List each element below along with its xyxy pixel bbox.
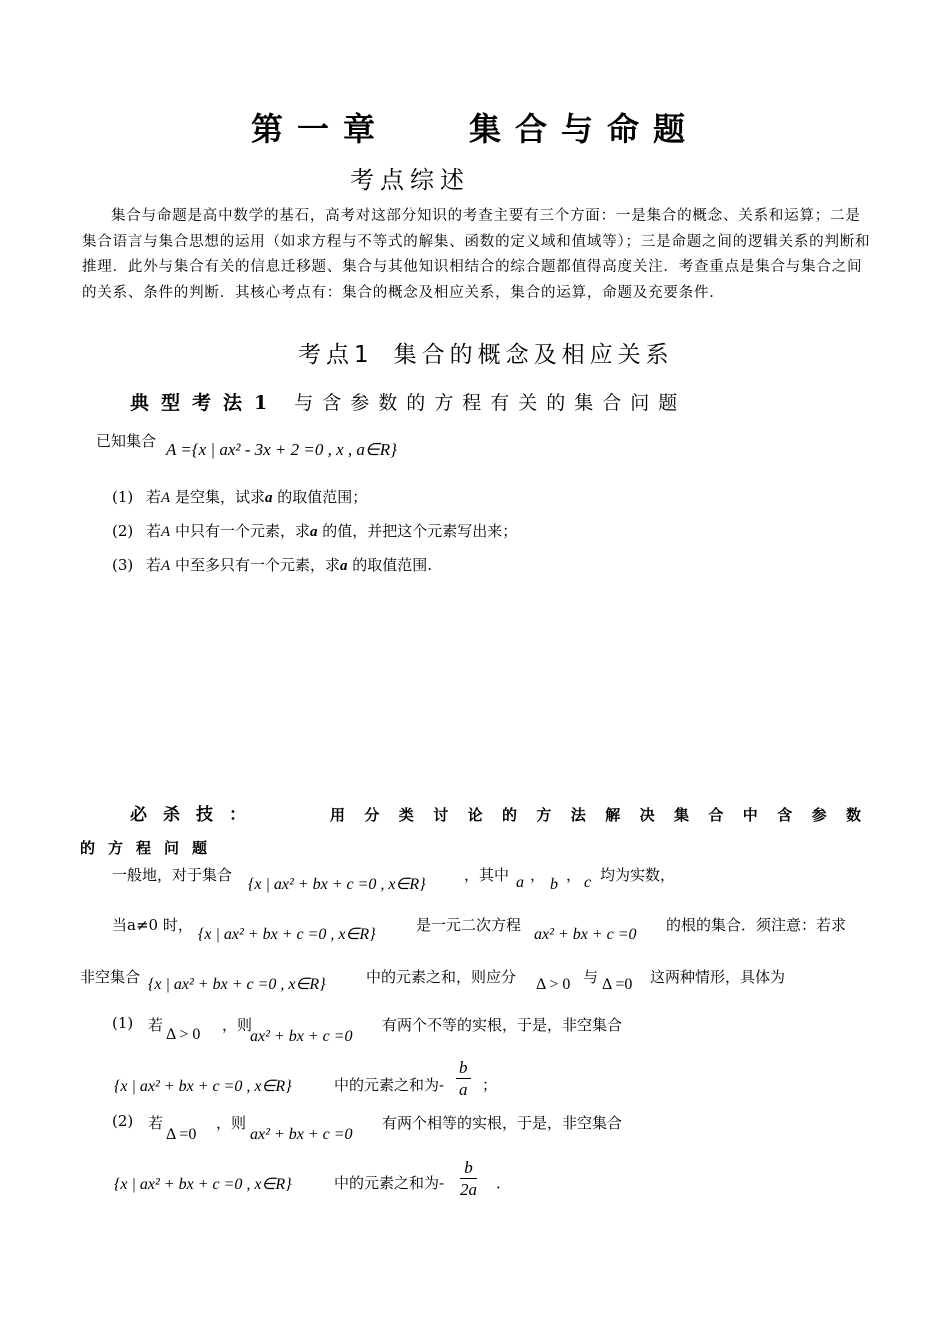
line3-text-c: 与	[583, 968, 599, 986]
quadratic-equation: ax² + bx + c =0	[534, 926, 637, 943]
method-1-heading	[130, 388, 686, 415]
fraction-numerator: b	[460, 1158, 477, 1179]
line3-text-b: 中的元素之和，则应分	[366, 968, 517, 986]
case1-tail: 有两个不等的实根，于是，非空集合	[382, 1016, 623, 1034]
var-a: a	[516, 874, 524, 891]
case1-condition: Δ > 0	[166, 1026, 201, 1043]
case1-end: ；	[482, 1076, 498, 1094]
question-2: (2) 若A 中只有一个元素，求a 的值，并把这个元素写出来；	[112, 522, 518, 540]
case2-ruo: 若	[148, 1114, 164, 1132]
case2-sum-text: 中的元素之和为-	[334, 1174, 445, 1192]
problem-intro: 已知集合	[96, 432, 157, 450]
technique-title-1: 用分类讨论的方法解决集合中含参数	[330, 806, 881, 824]
line3-text-a: 非空集合	[80, 968, 141, 986]
section-1-heading: 考点1 集合的概念及相应关系	[298, 342, 674, 368]
line3-text-d: 这两种情形，具体为	[650, 968, 786, 986]
fraction-numerator: b	[456, 1058, 471, 1079]
case2-tail: 有两个相等的实根，于是，非空集合	[382, 1114, 623, 1132]
case1-num: (1)	[112, 1014, 134, 1032]
fraction-denominator: 2a	[460, 1180, 477, 1199]
var-c: c	[584, 874, 592, 891]
method-label: 典型考法1	[130, 392, 280, 414]
var-b: b	[550, 876, 558, 893]
case2-equation: ax² + bx + c =0	[250, 1126, 353, 1143]
question-1: (1) 若A 是空集，试求a 的取值范围；	[112, 488, 368, 506]
method-title: 与含参数的方程有关的集合问题	[294, 392, 687, 414]
case2-set-formula: {x | ax² + bx + c =0 , x∈R}	[114, 1176, 292, 1193]
chapter-title	[0, 104, 950, 150]
line2-text-a: 当a≠0 时，	[112, 916, 193, 934]
case2-num: (2)	[112, 1112, 134, 1130]
separator-2: ，	[566, 866, 582, 884]
line2-text-c: 的根的集合．须注意：若求	[666, 916, 847, 934]
line1-text-a: 一般地，对于集合	[112, 866, 233, 884]
case2-fraction	[460, 1158, 477, 1201]
case1-equation: ax² + bx + c =0	[250, 1028, 353, 1045]
case2-end: ．	[496, 1174, 512, 1192]
overview-paragraph: 集合与命题是高中数学的基石，高考对这部分知识的考查主要有三个方面：一是集合的概念、关系和运算；二是集合语言与集合思想的运用（如求方程与不等式的解集、函数的定义域和值域等）；三是命题之间的逻辑关系的判断和推理．此外与集合有关的信息迁移题、集合与其他知识相结合的综合题都值得高度关注．考查重点是集合与集合之间的关系、条件的判断．其核心考点有：集合的概念及相应关系，集合的运算，命题及充要条件．	[82, 208, 871, 301]
chapter-number: 第一章	[250, 110, 389, 148]
delta-zero: Δ =0	[602, 976, 633, 993]
overview-heading: 考点综述	[350, 166, 470, 194]
case1-sum-text: 中的元素之和为-	[334, 1076, 445, 1094]
case1-ze: ，则	[222, 1016, 253, 1034]
general-set-formula: {x | ax² + bx + c =0 , x∈R}	[248, 876, 426, 893]
case1-set-formula: {x | ax² + bx + c =0 , x∈R}	[114, 1078, 292, 1095]
line1-text-b: ，其中	[464, 866, 510, 884]
case1-ruo: 若	[148, 1016, 164, 1034]
technique-title-2: 的方程问题	[80, 839, 221, 857]
chapter-name: 集合与命题	[469, 110, 700, 148]
separator-1: ，	[530, 866, 546, 884]
case2-condition: Δ =0	[166, 1126, 197, 1143]
problem-set-formula: A ={x | ax² - 3x + 2 =0 , x , a∈R}	[166, 440, 397, 459]
question-3: (3) 若A 中至多只有一个元素，求a 的取值范围.	[112, 556, 433, 574]
line1-text-c: 均为实数，	[600, 866, 676, 884]
line2-text-b: 是一元二次方程	[416, 916, 522, 934]
general-set-formula-2: {x | ax² + bx + c =0 , x∈R}	[198, 926, 376, 943]
general-set-formula-3: {x | ax² + bx + c =0 , x∈R}	[148, 976, 326, 993]
fraction-denominator: a	[459, 1080, 468, 1099]
delta-positive: Δ > 0	[536, 976, 571, 993]
case2-ze: ，则	[216, 1114, 247, 1132]
technique-label: 必杀技：	[130, 805, 262, 825]
case1-fraction	[456, 1058, 471, 1101]
